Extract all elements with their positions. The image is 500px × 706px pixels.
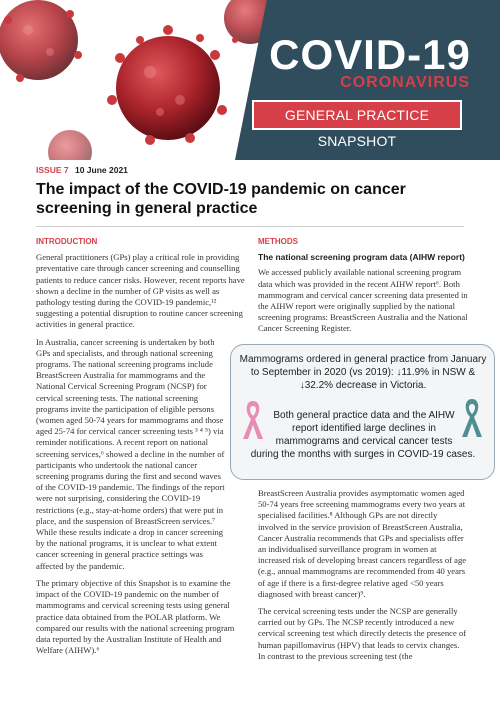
- callout-mammogram-stat: Mammograms ordered in general practice from January to September in 2020 (vs 2019): ↓11.9% in NSW & ↓32.2% decrease in Victoria.: [239, 354, 487, 391]
- methods-paragraph-1: We accessed publicly available national screening program data which was provided in the recent AIHW report⁶. Both mammogram and cervical cancer screening data presented in the AIHW report were originally supplied by the national screening programs: BreastScreen Australia and the National Cancer Screening Register.: [258, 267, 468, 334]
- issue-line: [36, 165, 128, 175]
- introduction-heading: INTRODUCTION: [36, 237, 98, 246]
- intro-paragraph-1: General practitioners (GPs) play a critical role in providing preventative care through cancer screening and counselling patients to reduce cancer risks. However, recent reports have shown a decline in the number of GP visits as well as pathology testing during the COVID-19 pandemic,¹² suggesting a potential disruption to routine cancer screening activities in general practice.: [36, 252, 245, 330]
- issue-number: ISSUE 7: [36, 165, 69, 175]
- coronavirus-illustration: [0, 0, 280, 160]
- issue-date: 10 June 2021: [74, 165, 128, 175]
- pink-ribbon-icon: [239, 397, 267, 441]
- key-findings-callout: [230, 344, 495, 480]
- left-column: [36, 236, 246, 662]
- title-divider: [36, 226, 464, 227]
- coronavirus-subtitle: CORONAVIRUS: [340, 74, 470, 91]
- intro-paragraph-2: In Australia, cancer screening is undertaken by both GPs and specialists, and through national screening programs. The national screening programs include BreastScreen Australia for mammograms and the National Cervical Screening Program (NCSP) for cervical screening tests. The national screening programs invite the participation of eligible persons (women aged 50-74 years for mammograms and those aged 25-74 for cervical cancer screening tests ³ ⁴ ⁵) via reminder notifications. A recent report on national screening services,⁶ showed a decline in the number of participants who undertook the national cancer screening programs during the first and second waves of the COVID-19 pandemic. The findings of the report were not surprising, considering the COVID-19 restrictions (e.g., stay-at-home orders) that were put in place, and the suspension of BreastScreen services.⁷ While these results indicate a drop in cancer screening by the national programs, it is unclear to what extent cancer screening in general practice settings was affected by the pandemic.: [36, 336, 225, 571]
- right-column-top: [258, 236, 468, 341]
- intro-paragraph-3: The primary objective of this Snapshot is to examine the impact of the COVID-19 pandemic on the number of mammograms and cervical screening tests using general practice data obtained from the POLAR platform. We compared our results with the national screening program data reported by the Australian Institute of Health and Welfare (AIHW).⁶: [36, 577, 235, 656]
- article-title: The impact of the COVID-19 pandemic on cancer screening in general practice: [36, 181, 406, 217]
- snapshot-badge: GENERAL PRACTICE SNAPSHOT: [252, 100, 462, 130]
- right-column-bottom: [258, 488, 468, 668]
- teal-ribbon-icon: [458, 395, 486, 439]
- methods-heading: METHODS: [258, 237, 298, 246]
- methods-paragraph-2: BreastScreen Australia provides asymptomatic women aged 50-74 years free screening mammograms every two years at specialised facilities.⁸ Although GPs are not directly involved in the service provision of BreastScreen Australia, Cancer Australia recommends that GPs and specialists offer an individualised surveillance program in women at increased risk of developing breast cancers regardless of age (e.g., annual mammograms are recommended from 40 years of age if there is a first-degree relative aged <50 years diagnosed with breast cancer)⁹.: [258, 488, 467, 599]
- methods-subheading: The national screening program data (AIHW report): [258, 252, 465, 263]
- callout-decline-text: Both general practice data and the AIHW report identified large declines in mammograms and cervical cancer tests: [273, 410, 455, 447]
- hero-banner: [0, 0, 500, 160]
- callout-surge-text: during the months with surges in COVID-19 cases.: [250, 449, 476, 460]
- covid-title: COVID-19: [269, 31, 471, 78]
- methods-paragraph-3: The cervical screening tests under the NCSP are generally carried out by GPs. The NCSP recently introduced a new cervical screening test which directly detects the presence of human papillomavirus (HPV) that leads to cervix changes. In contrast to the previous screening test (the: [258, 606, 467, 661]
